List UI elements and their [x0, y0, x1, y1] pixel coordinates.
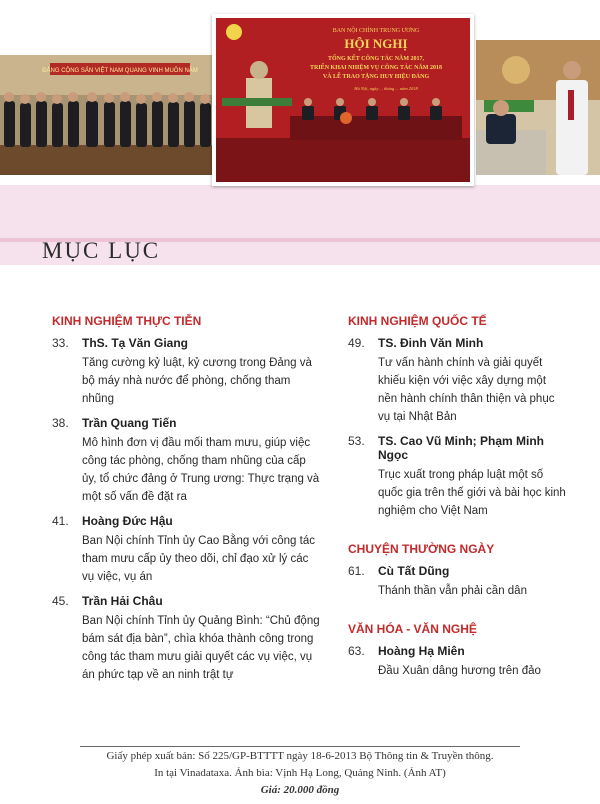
- mid-date: Hà Nội, ngày ... tháng ... năm 2018: [354, 86, 418, 91]
- entry-page-number: 38.: [52, 416, 69, 430]
- entry-title: Ban Nội chính Tỉnh ủy Cao Bằng với công tác tham mưu cấp ủy theo dõi, chỉ đạo xử lý các vụ việc, vụ án: [82, 535, 315, 583]
- entry-page-number: 45.: [52, 594, 69, 608]
- toc-entry[interactable]: [348, 644, 568, 680]
- entry-title: Trục xuất trong pháp luật một số quốc gia trên thế giới và bài học kinh nghiệm cho Việt Nam: [378, 469, 566, 517]
- toc-section: [348, 622, 568, 680]
- toc-entry[interactable]: [348, 564, 568, 600]
- photo-conference: [212, 14, 474, 186]
- toc-entry[interactable]: [348, 434, 568, 520]
- bust-statue-right-icon: [502, 56, 530, 84]
- toc-entry[interactable]: [52, 594, 322, 684]
- entry-title: Mô hình đơn vị đầu mối tham mưu, giúp việc công tác phòng, chống tham nhũng của cấp ủy, tổ chức đảng ở Trung ương: Thực trạng và một số vấn đề đặt ra: [82, 437, 320, 503]
- entry-title: Tăng cường kỷ luật, kỷ cương trong Đảng và bộ máy nhà nước để phòng, chống tham nhũng: [82, 357, 312, 405]
- hammer-sickle-icon: [226, 24, 242, 40]
- section-title-chuyen-thuong-ngay: CHUYỆN THƯỜNG NGÀY: [348, 542, 495, 556]
- photo-banner: [0, 0, 600, 215]
- entry-author: TS. Cao Vũ Minh; Phạm Minh Ngọc: [378, 434, 544, 462]
- entry-page-number: 33.: [52, 336, 69, 350]
- table-of-contents: [0, 300, 600, 700]
- footer-divider: [80, 746, 520, 747]
- entry-author: Trần Quang Tiến: [82, 416, 177, 430]
- toc-section: [348, 314, 568, 520]
- section-title-kinh-nghiem-quoc-te: KINH NGHIỆM QUỐC TẾ: [348, 314, 487, 328]
- toc-section: [348, 542, 568, 600]
- section-title-van-hoa-van-nghe: VĂN HÓA - VĂN NGHỆ: [348, 622, 477, 636]
- entry-page-number: 61.: [348, 564, 365, 578]
- mid-line2: TRIỂN KHAI NHIỆM VỤ CÔNG TÁC NĂM 2018: [310, 65, 442, 71]
- left-photo-sign: ĐẢNG CỘNG SẢN VIỆT NAM QUANG VINH MUÔN NĂM: [42, 68, 198, 74]
- mid-org: BAN NỘI CHÍNH TRUNG ƯƠNG: [332, 28, 420, 34]
- entry-author: Cù Tất Dũng: [378, 564, 450, 578]
- entry-page-number: 41.: [52, 514, 69, 528]
- toc-entry[interactable]: [52, 416, 322, 506]
- toc-entry[interactable]: [52, 514, 322, 586]
- toc-entry[interactable]: [348, 336, 568, 426]
- mid-line3: VÀ LỄ TRAO TẶNG HUY HIỆU ĐẢNG: [322, 74, 430, 80]
- entry-page-number: 49.: [348, 336, 365, 350]
- entry-author: Trần Hải Châu: [82, 594, 163, 608]
- entry-author: Hoàng Hạ Miên: [378, 644, 465, 658]
- photo-delegates: [0, 55, 218, 175]
- entry-author: TS. Đinh Văn Minh: [378, 336, 484, 350]
- entry-title: Tư vấn hành chính và giải quyết khiếu kiện với việc xây dựng một nền hành chính thân thiện và phục vụ tại Nhật Bản: [378, 357, 555, 423]
- footer-license: Giấy phép xuất bản: Số 225/GP-BTTTT ngày 18-6-2013 Bộ Thông tin & Truyền thông.: [106, 750, 494, 762]
- section-title-kinh-nghiem-thuc-tien: KINH NGHIỆM THỰC TIỄN: [52, 314, 202, 328]
- footer-printing: In tại Vinadataxa. Ảnh bìa: Vịnh Hạ Long, Quảng Ninh. (Ảnh AT): [154, 767, 446, 779]
- footer-price: Giá: 20.000 đồng: [260, 784, 340, 796]
- toc-right-column: [348, 314, 568, 702]
- entry-title: Ban Nội chính Tỉnh ủy Quảng Bình: “Chủ động bám sát địa bàn”, chìa khóa thành công trong công tác tham mưu giải quyết các vụ việc, vụ án phức tạp về an ninh trật tự: [82, 615, 320, 681]
- entry-author: Hoàng Đức Hậu: [82, 514, 173, 528]
- entry-title: Thánh thần vẫn phải cần dân: [378, 585, 527, 597]
- toc-entry[interactable]: [52, 336, 322, 408]
- colophon: [60, 748, 540, 799]
- bust-statue-icon: [250, 61, 268, 79]
- mid-title: HỘI NGHỊ: [344, 36, 408, 51]
- entry-title: Đầu Xuân dâng hương trên đảo: [378, 665, 541, 677]
- entry-page-number: 63.: [348, 644, 365, 658]
- entry-author: ThS. Tạ Văn Giang: [82, 336, 189, 350]
- entry-page-number: 53.: [348, 434, 365, 448]
- page-title: MỤC LỤC: [42, 238, 161, 263]
- photo-speaker: [476, 40, 600, 175]
- mid-line1: TỔNG KẾT CÔNG TÁC NĂM 2017,: [327, 56, 425, 62]
- toc-left-column: [52, 314, 322, 692]
